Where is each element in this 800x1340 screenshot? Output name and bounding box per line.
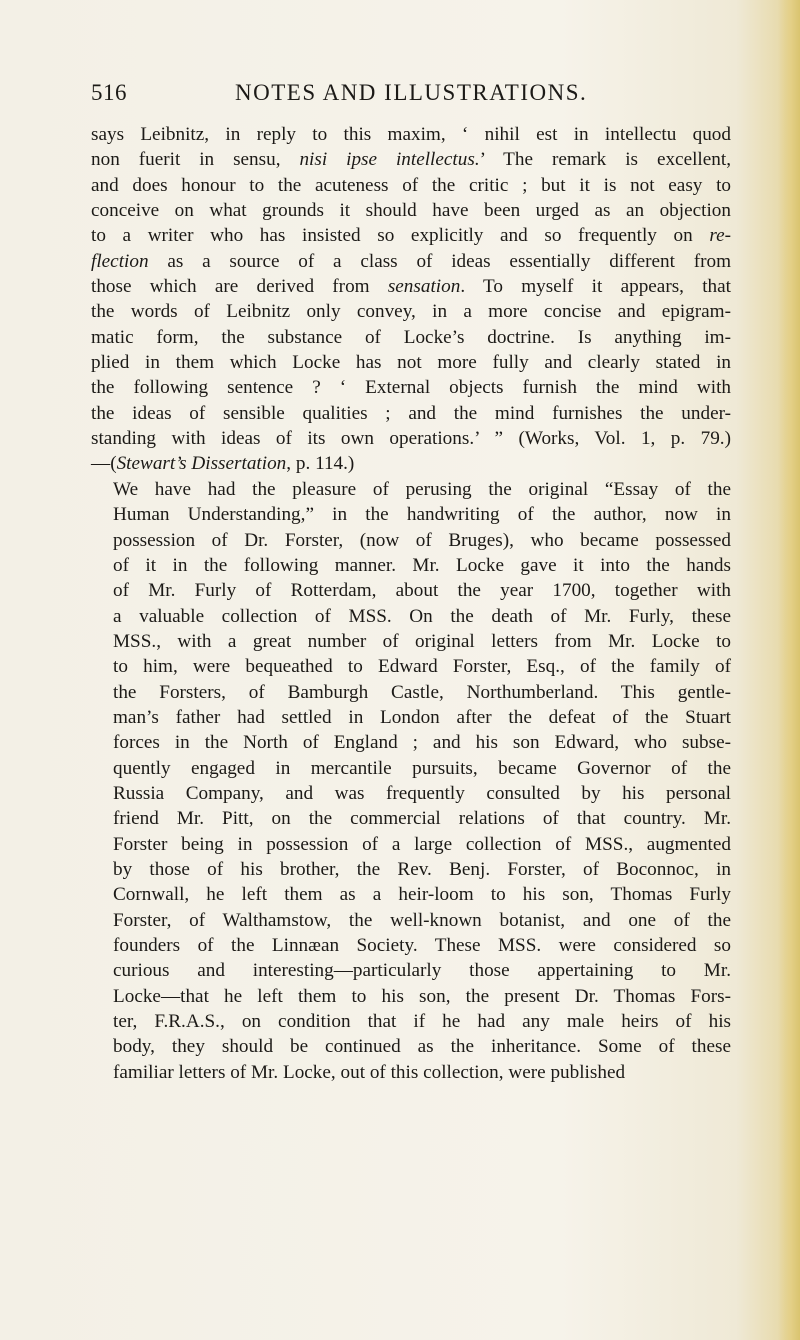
text-segment: as a source of a class of ideas essentially different from [148,250,731,272]
running-title: NOTES AND ILLUSTRATIONS. [235,80,588,105]
text-line: the following sentence ? ‘ External objects furnish the mind with [91,377,731,399]
text-line [91,147,731,172]
text-line: quently engaged in mercantile pursuits, became Governor of the [113,757,731,779]
text-line [91,451,731,476]
text-line: matic form, the substance of Locke’s doctrine. Is anything im- [91,326,731,348]
text-segment: . To myself it appears, that [460,276,731,298]
text-line: founders of the Linnæan Society. These MSS. were considered so [113,935,731,956]
text-line: the Forsters, of Bamburgh Castle, Northumberland. This gentle- [113,681,731,703]
text-line: the ideas of sensible qualities ; and the mind furnishes the under- [91,402,731,424]
text-line: Forster being in possession of a large collection of MSS., augmented [113,833,731,855]
text-line: Locke—that he left them to his son, the present Dr. Thomas Fors- [113,985,731,1007]
body-text [91,122,731,1085]
paragraph-1 [91,122,731,477]
text-line: curious and interesting—particularly those appertaining to Mr. [113,960,731,982]
text-line [91,249,731,274]
italic-segment: nisi ipse intellectus. [299,149,480,171]
text-line: man’s father had settled in London after the defeat of the Stuart [113,706,731,728]
text-segment: ’ The remark is excellent, [479,149,731,171]
text-line [91,274,731,299]
italic-segment: re- [709,225,731,247]
text-line: standing with ideas of its own operations.’ ” (Works, Vol. 1, p. 79.) [91,428,731,450]
text-line: a valuable collection of MSS. On the death of Mr. Furly, these [113,605,731,627]
text-segment: —( [91,453,117,475]
page-edge-discoloration [778,0,800,1340]
text-line: MSS., with a great number of original letters from Mr. Locke to [113,630,731,652]
text-line: conceive on what grounds it should have been urged as an objection [91,200,731,222]
text-line: the words of Leibnitz only convey, in a more concise and epigram- [91,301,731,323]
text-line: Russia Company, and was frequently consulted by his personal [113,782,731,804]
text-line: of it in the following manner. Mr. Locke gave it into the hands [113,554,731,576]
text-line: plied in them which Locke has not more fully and clearly stated in [91,352,731,374]
italic-segment: flection [91,250,149,272]
text-line: Forster, of Walthamstow, the well-known botanist, and one of the [113,909,731,931]
text-line: possession of Dr. Forster, (now of Bruges), who became possessed [113,529,731,551]
text-line: forces in the North of England ; and his son Edward, who subse- [113,732,731,754]
text-line: familiar letters of Mr. Locke, out of this collection, were published [113,1061,626,1083]
text-line: of Mr. Furly of Rotterdam, about the year 1700, together with [113,580,731,602]
text-segment: to a writer who has insisted so explicitly and so frequently on [91,225,710,247]
text-line: We have had the pleasure of perusing the original “Essay of the [113,478,731,500]
text-line: Human Understanding,” in the handwriting of the author, now in [113,504,731,526]
text-line: body, they should be continued as the inheritance. Some of these [113,1036,731,1058]
text-line: friend Mr. Pitt, on the commercial relations of that country. Mr. [113,808,731,830]
text-segment: , p. 114.) [286,453,355,475]
text-segment: non fuerit in sensu, [91,149,300,171]
text-line: says Leibnitz, in reply to this maxim, ‘ nihil est in intellectu quod [91,124,731,145]
italic-segment: sensation [387,276,461,298]
page-number: 516 [91,80,127,105]
text-line: and does honour to the acuteness of the critic ; but it is not easy to [91,174,731,196]
text-segment: those which are derived from [91,276,388,298]
text-line: to him, were bequeathed to Edward Forster, Esq., of the family of [113,656,731,678]
italic-segment: Stewart’s Dissertation [116,453,287,475]
text-line: ter, F.R.A.S., on condition that if he had any male heirs of his [113,1011,731,1033]
text-line: Cornwall, he left them as a heir-loom to his son, Thomas Furly [113,884,731,906]
text-line [91,223,731,248]
text-line: by those of his brother, the Rev. Benj. Forster, of Boconnoc, in [113,858,731,880]
paragraph-2 [91,477,731,1085]
